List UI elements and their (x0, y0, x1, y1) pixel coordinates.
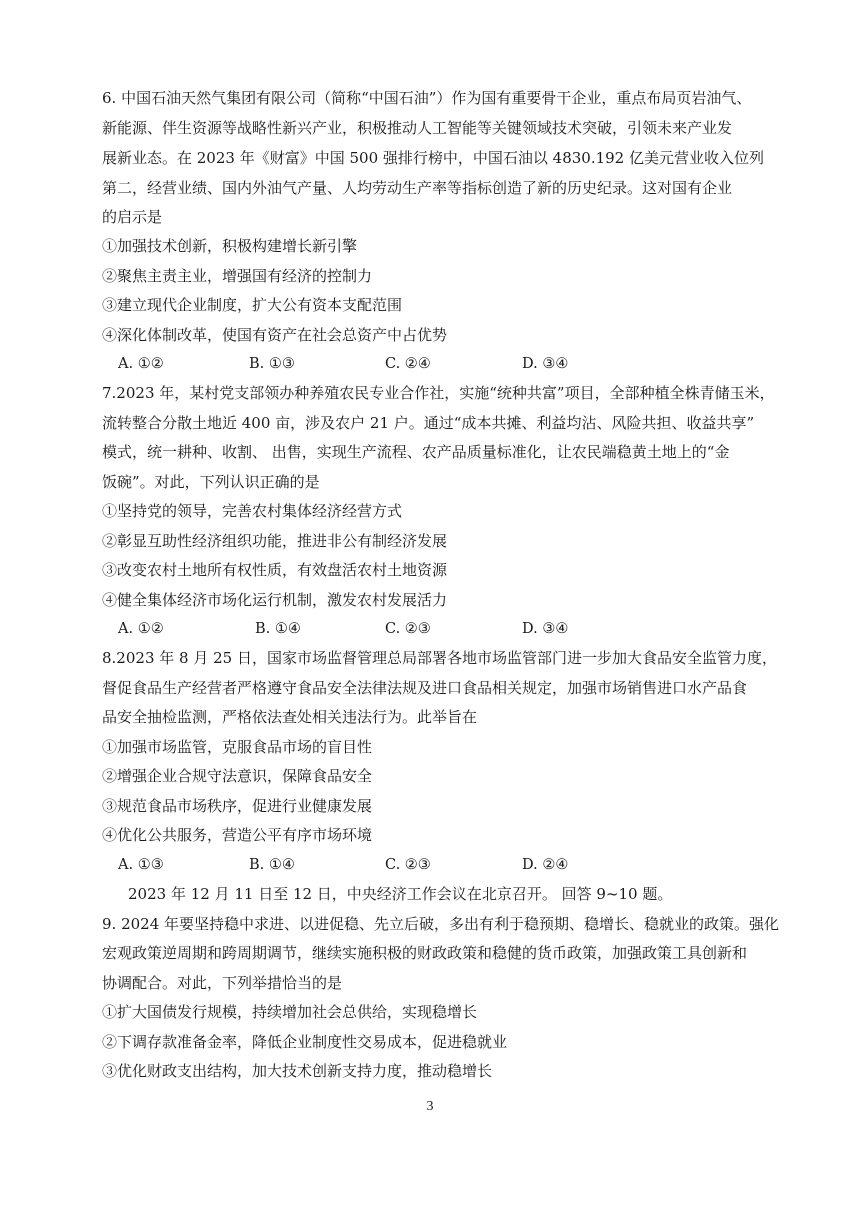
q8-stem-line: 督促食品生产经营者严格遵守食品安全法律法规及进口食品相关规定，加强市场销售进口水产品食 (102, 679, 748, 697)
q8-item: ①加强市场监管，克服食品市场的盲目性 (102, 738, 373, 756)
q7-item: ③改变农村土地所有权性质，有效盘活农村土地资源 (102, 561, 448, 579)
q7-option-d: D. ③④ (522, 621, 569, 637)
q7-option-a: A. ①② (118, 621, 164, 637)
q9-stem-line: 9. 2024 年要坚持稳中求进、以进促稳、先立后破，多出有利于稳预期、稳增长、稳就业的政策。强化 (102, 915, 780, 933)
q8-option-d: D. ②④ (522, 857, 569, 873)
q8-stem-line: 8.2023 年 8 月 25 日，国家市场监督管理总局部署各地市场监管部门进一步加大食品安全监管力度， (102, 649, 777, 667)
q6-stem-line: 的启示是 (102, 208, 163, 226)
section-intro: 2023 年 12 月 11 日至 12 日，中央经济工作会议在北京召开。 回答 9~10 题。 (128, 885, 673, 903)
q7-item: ④健全集体经济市场化运行机制，激发农村发展活力 (102, 591, 448, 609)
q6-stem-line: 新能源、伴生资源等战略性新兴产业，积极推动人工智能等关键领域技术突破，引领未来产业发 (102, 119, 733, 137)
q6-stem-line: 6. 中国石油天然气集团有限公司（简称“中国石油”）作为国有重要骨干企业，重点布局页岩油气、 (102, 89, 752, 107)
q7-option-b: B. ①④ (255, 621, 301, 637)
q9-item: ①扩大国债发行规模，持续增加社会总供给，实现稳增长 (102, 1003, 478, 1021)
q8-item: ③规范食品市场秩序，促进行业健康发展 (102, 797, 373, 815)
q6-item: ③建立现代企业制度，扩大公有资本支配范围 (102, 296, 403, 314)
q8-option-a: A. ①③ (118, 857, 164, 873)
q9-stem-line: 宏观政策逆周期和跨周期调节，继续实施积极的财政政策和稳健的货币政策，加强政策工具创新和 (102, 944, 748, 962)
q9-item: ③优化财政支出结构，加大技术创新支持力度，推动稳增长 (102, 1062, 493, 1080)
q7-item: ①坚持党的领导，完善农村集体经济经营方式 (102, 502, 403, 520)
q6-option-d: D. ③④ (522, 356, 569, 372)
q8-option-c: C. ②③ (385, 857, 431, 873)
q6-item: ①加强技术创新，积极构建增长新引擎 (102, 237, 358, 255)
q8-option-b: B. ①④ (249, 857, 295, 873)
q9-stem-line: 协调配合。对此，下列举措恰当的是 (102, 974, 343, 992)
q8-item: ②增强企业合规守法意识，保障食品安全 (102, 767, 373, 785)
q6-option-a: A. ①② (118, 356, 164, 372)
page-number: 3 (426, 1099, 434, 1114)
q6-item: ④深化体制改革，使国有资产在社会总资产中占优势 (102, 326, 448, 344)
q7-stem-line: 饭碗”。对此，下列认识正确的是 (102, 473, 320, 491)
q6-option-b: B. ①③ (249, 356, 295, 372)
q6-option-c: C. ②④ (385, 356, 431, 372)
q6-item: ②聚焦主责主业，增强国有经济的控制力 (102, 267, 373, 285)
q7-stem-line: 7.2023 年，某村党支部领办种养殖农民专业合作社，实施“统种共富”项目，全部种植全株青储玉米， (102, 384, 775, 402)
q6-stem-line: 展新业态。在 2023 年《财富》中国 500 强排行榜中，中国石油以 4830.192 亿美元营业收入位列 (102, 149, 764, 167)
q6-stem-line: 第二，经营业绩、国内外油气产量、人均劳动生产率等指标创造了新的历史纪录。这对国有企业 (102, 179, 733, 197)
q7-option-c: C. ②③ (385, 621, 431, 637)
q9-item: ②下调存款准备金率，降低企业制度性交易成本，促进稳就业 (102, 1033, 508, 1051)
q7-stem-line: 流转整合分散土地近 400 亩，涉及农户 21 户。通过“成本共摊、利益均沾、风险共担、收益共享” (102, 414, 755, 432)
q8-stem-line: 品安全抽检监测，严格依法查处相关违法行为。此举旨在 (102, 708, 478, 726)
q7-item: ②彰显互助性经济组织功能，推进非公有制经济发展 (102, 532, 448, 550)
q7-stem-line: 模式，统一耕种、收割、 出售，实现生产流程、农产品质量标准化，让农民端稳黄土地上的“金 (102, 443, 730, 461)
q8-item: ④优化公共服务，营造公平有序市场环境 (102, 826, 373, 844)
